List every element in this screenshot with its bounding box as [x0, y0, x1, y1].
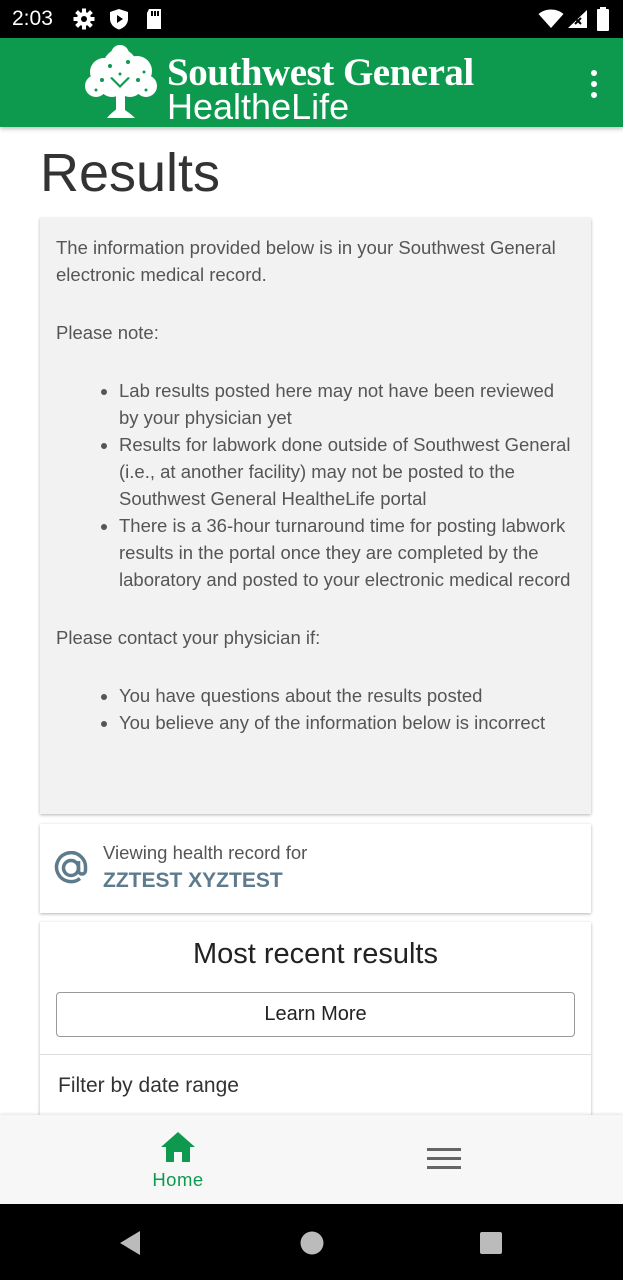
learn-more-button[interactable]: Learn More — [56, 992, 575, 1037]
results-title: Most recent results — [193, 938, 438, 970]
divider — [40, 1054, 591, 1055]
page-title: Results — [40, 143, 221, 203]
brand-subtitle: HealtheLife — [167, 86, 350, 127]
list-item: • There is a 36-hour turnaround time for posting labwork results in the portal once they are completed by the laboratory and posted to your electronic medical record — [119, 512, 575, 593]
home-icon — [160, 1131, 196, 1163]
more-vert-icon[interactable] — [589, 70, 599, 100]
note-heading: Please note: — [56, 322, 159, 343]
list-item: • Results for labwork done outside of Southwest General (i.e., at another facility) may not be posted to the Southwest General HealtheLife portal — [119, 431, 575, 512]
note-list — [56, 377, 575, 593]
app-header — [0, 38, 623, 127]
filter-date-range[interactable]: Filter by date range — [58, 1074, 239, 1097]
battery-icon — [596, 7, 610, 31]
info-intro: The information provided below is in your Southwest General electronic medical record. — [56, 237, 556, 285]
hamburger-menu-icon[interactable] — [426, 1146, 462, 1172]
bottom-nav — [0, 1115, 623, 1204]
gear-icon — [73, 8, 95, 30]
play-protect-icon — [108, 8, 130, 30]
contact-list — [56, 682, 575, 736]
at-sign-icon — [54, 851, 88, 885]
wifi-icon — [538, 9, 564, 29]
viewing-label: Viewing health record for — [103, 842, 308, 863]
status-time: 2:03 — [12, 7, 53, 30]
system-nav-bar — [0, 1204, 623, 1280]
info-card — [40, 218, 591, 814]
status-bar — [0, 0, 623, 38]
contact-heading: Please contact your physician if: — [56, 627, 321, 648]
back-icon[interactable] — [118, 1230, 142, 1256]
patient-name: ZZTEST XYZTEST — [103, 869, 283, 892]
list-item: • You have questions about the results posted — [119, 682, 575, 709]
tree-logo-icon — [82, 44, 160, 120]
results-card — [40, 922, 591, 1122]
sd-card-icon — [144, 8, 164, 30]
home-circle-icon[interactable] — [300, 1230, 324, 1256]
list-item: • You believe any of the information below is incorrect — [119, 709, 575, 736]
signal-icon — [566, 9, 588, 29]
nav-home-label: Home — [152, 1169, 204, 1190]
nav-home[interactable] — [130, 1131, 226, 1195]
list-item: • Lab results posted here may not have been reviewed by your physician yet — [119, 377, 575, 431]
brand-name: Southwest General — [167, 51, 474, 94]
patient-selector[interactable] — [40, 824, 591, 913]
recents-icon[interactable] — [479, 1230, 503, 1256]
